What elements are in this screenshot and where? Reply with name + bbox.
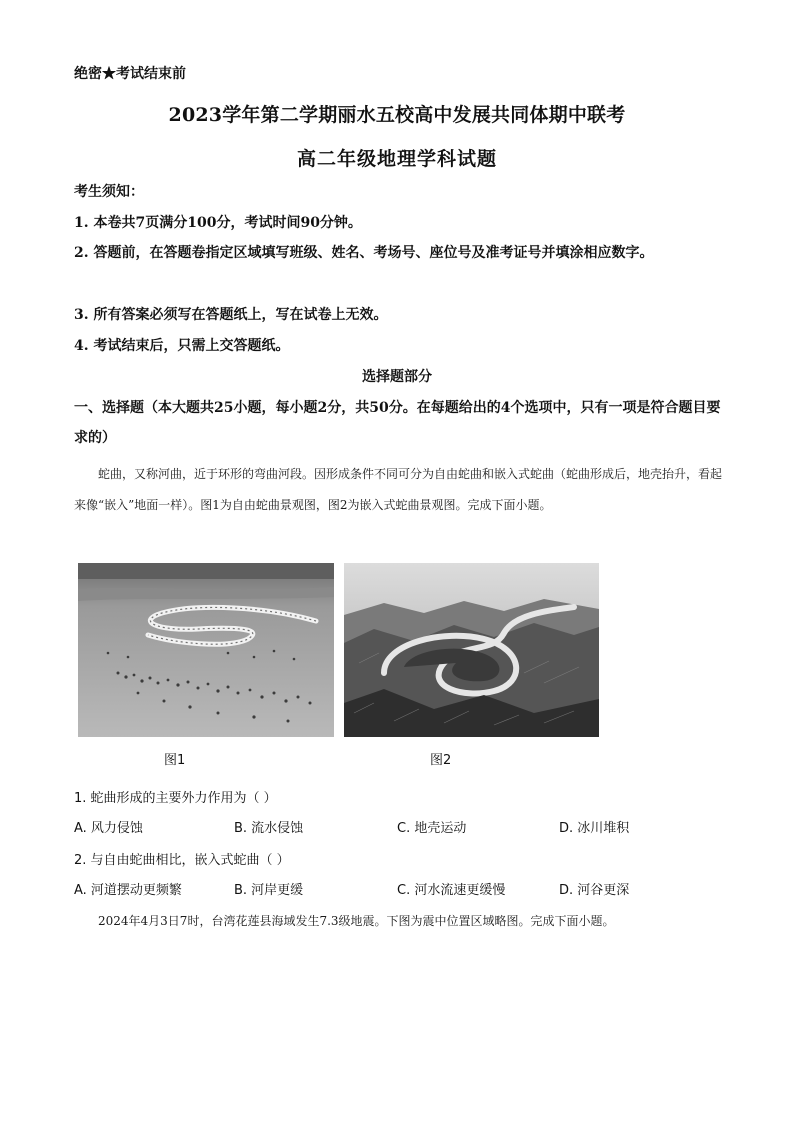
passage-earthquake: 2024年4月3日7时，台湾花莲县海域发生7.3级地震。下图为震中位置区域略图。完成下面小题。 <box>98 914 615 928</box>
exam-subtitle: 高二年级地理学科试题 <box>296 148 497 170</box>
passage-meander: 蛇曲，又称河曲，近于环形的弯曲河段。因形成条件不同可分为自由蛇曲和嵌入式蛇曲（蛇曲形成后，地壳抬升，看起来像“嵌入”地面一样）。图1为自由蛇曲景观图，图2为嵌入式蛇曲景观图。完成下面小题。 <box>74 467 723 512</box>
notice-heading: 考生须知： <box>74 184 144 200</box>
notice-item-1: 1. 本卷共7页满分100分，考试时间90分钟。 <box>74 215 362 231</box>
figure-2-caption: 图2 <box>430 753 452 768</box>
question-1-stem: 1. 蛇曲形成的主要外力作用为（ ） <box>74 791 277 806</box>
exam-title: 2023学年第二学期丽水五校高中发展共同体期中联考 <box>168 104 626 126</box>
option-d[interactable]: D. 冰川堆积 <box>559 821 630 836</box>
section-title: 选择题部分 <box>362 369 432 385</box>
notice-item-3: 3. 所有答案必须写在答题纸上，写在试卷上无效。 <box>74 307 388 323</box>
figure-1-free-meander-image <box>78 563 334 737</box>
option-b[interactable]: B. 流水侵蚀 <box>234 821 304 836</box>
question-2-options <box>74 879 724 899</box>
option-d[interactable]: D. 河谷更深 <box>559 883 630 898</box>
notice-item-2: 2. 答题前，在答题卷指定区域填写班级、姓名、考场号、座位号及准考证号并填涂相应数字。 <box>74 245 654 261</box>
question-1-options <box>74 817 724 837</box>
figure-1-caption: 图1 <box>164 753 186 768</box>
figure-2-entrenched-meander-image <box>344 563 599 737</box>
option-b[interactable]: B. 河岸更缓 <box>234 883 304 898</box>
question-2-stem: 2. 与自由蛇曲相比，嵌入式蛇曲（ ） <box>74 853 290 868</box>
notice-item-4: 4. 考试结束后，只需上交答题纸。 <box>74 338 290 354</box>
option-c[interactable]: C. 地壳运动 <box>397 821 467 836</box>
option-c[interactable]: C. 河水流速更缓慢 <box>397 883 506 898</box>
part-heading: 一、选择题（本大题共25小题，每小题2分，共50分。在每题给出的4个选项中，只有一项是符合题目要求的） <box>74 400 721 446</box>
option-a[interactable]: A. 河道摆动更频繁 <box>74 883 182 898</box>
secret-label: 绝密★考试结束前 <box>74 66 186 82</box>
option-a[interactable]: A. 风力侵蚀 <box>74 821 143 836</box>
